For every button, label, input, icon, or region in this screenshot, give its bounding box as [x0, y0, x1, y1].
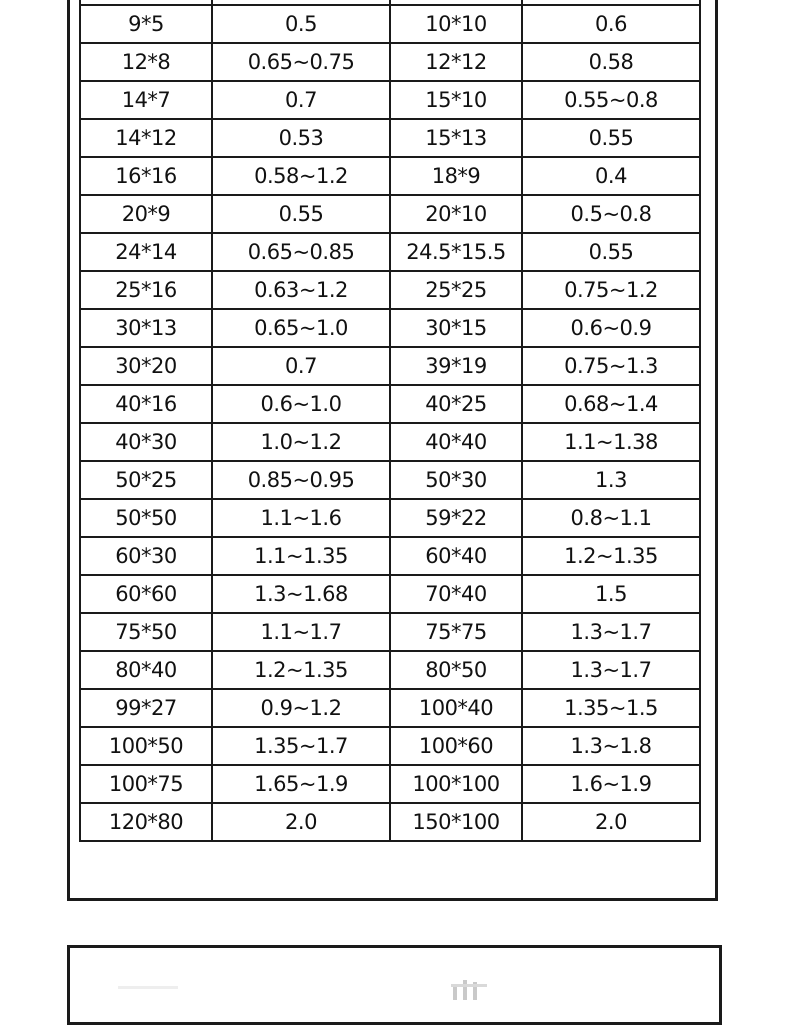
table-cell-thickness-a: 0.65~0.85 [212, 233, 390, 271]
table-row [80, 613, 700, 651]
table-cell-thickness-a: 1.35~1.7 [212, 727, 390, 765]
table-cell-thickness-b: 0.8~1.1 [522, 499, 700, 537]
table-cell-thickness-a: 0.85~0.95 [212, 461, 390, 499]
table-cell-thickness-a: 0.65~1.0 [212, 309, 390, 347]
table-cell-thickness-b: 1.3 [522, 461, 700, 499]
table-cell-size-a: 9*5 [80, 5, 212, 43]
product-photo-fragment [443, 978, 495, 1000]
table-cell-thickness-a: 0.6~1.0 [212, 385, 390, 423]
table-cell-thickness-a: 0.7 [212, 347, 390, 385]
table-cell-size-a: 25*16 [80, 271, 212, 309]
table-cell-size-a: 50*25 [80, 461, 212, 499]
table-cell-size-b: 50*30 [390, 461, 522, 499]
next-section-frame [67, 945, 722, 1025]
size-thickness-table [79, 0, 701, 842]
table-cell-size-b: 100*100 [390, 765, 522, 803]
table-row [80, 651, 700, 689]
table-row [80, 689, 700, 727]
table-cell-size-b: 150*100 [390, 803, 522, 841]
table-cell-thickness-a: 0.63~1.2 [212, 271, 390, 309]
table-cell-thickness-b: 1.6~1.9 [522, 765, 700, 803]
table-cell-size-b: 70*40 [390, 575, 522, 613]
table-cell-thickness-b: 1.2~1.35 [522, 537, 700, 575]
table-cell-size-b: 100*40 [390, 689, 522, 727]
table-cell-thickness-b: 0.4 [522, 157, 700, 195]
table-row [80, 727, 700, 765]
table-row [80, 309, 700, 347]
table-cell-thickness-a: 1.65~1.9 [212, 765, 390, 803]
table-cell-thickness-b: 0.55 [522, 119, 700, 157]
table-cell-size-b: 20*10 [390, 195, 522, 233]
table-cell-thickness-a: 1.2~1.35 [212, 651, 390, 689]
table-cell-size-a: 16*16 [80, 157, 212, 195]
table-cell-size-b: 30*15 [390, 309, 522, 347]
table-cell-thickness-a: 1.0~1.2 [212, 423, 390, 461]
table-cell-size-b: 40*25 [390, 385, 522, 423]
table-cell-size-b: 10*10 [390, 5, 522, 43]
table-row [80, 81, 700, 119]
table-row [80, 461, 700, 499]
table-cell-thickness-a: 1.1~1.7 [212, 613, 390, 651]
table-row [80, 803, 700, 841]
table-cell-thickness-b: 0.6 [522, 5, 700, 43]
table-cell-size-a: 50*50 [80, 499, 212, 537]
table-row [80, 5, 700, 43]
table-cell-thickness-b: 1.5 [522, 575, 700, 613]
table-cell-size-b: 100*60 [390, 727, 522, 765]
table-row [80, 157, 700, 195]
table-cell-size-a: 14*12 [80, 119, 212, 157]
table-cell-size-a: 75*50 [80, 613, 212, 651]
table-cell-size-a: 30*13 [80, 309, 212, 347]
table-row [80, 499, 700, 537]
table-cell-size-b: 24.5*15.5 [390, 233, 522, 271]
table-cell-thickness-b: 0.58 [522, 43, 700, 81]
table-row [80, 43, 700, 81]
table-cell-thickness-a: 1.1~1.35 [212, 537, 390, 575]
table-cell-thickness-b: 0.6~0.9 [522, 309, 700, 347]
table-cell-size-a: 120*80 [80, 803, 212, 841]
table-cell-size-b: 12*12 [390, 43, 522, 81]
table-cell-size-a: 24*14 [80, 233, 212, 271]
table-cell-thickness-a: 0.65~0.75 [212, 43, 390, 81]
table-row [80, 233, 700, 271]
table-cell-thickness-b: 1.1~1.38 [522, 423, 700, 461]
table-cell-size-b: 75*75 [390, 613, 522, 651]
table-cell-thickness-a: 0.5 [212, 5, 390, 43]
table-cell-size-a: 30*20 [80, 347, 212, 385]
table-cell-size-b: 15*10 [390, 81, 522, 119]
table-cell-size-b: 40*40 [390, 423, 522, 461]
table-cell-thickness-a: 0.53 [212, 119, 390, 157]
table-cell-thickness-b: 0.75~1.2 [522, 271, 700, 309]
table-cell-size-b: 39*19 [390, 347, 522, 385]
table-row [80, 537, 700, 575]
table-cell-size-a: 99*27 [80, 689, 212, 727]
faded-image-fragment [118, 986, 178, 989]
table-cell-thickness-a: 1.1~1.6 [212, 499, 390, 537]
table-cell-thickness-b: 0.75~1.3 [522, 347, 700, 385]
table-cell-thickness-a: 1.3~1.68 [212, 575, 390, 613]
table-cell-thickness-a: 0.55 [212, 195, 390, 233]
table-row [80, 575, 700, 613]
table-cell-thickness-b: 2.0 [522, 803, 700, 841]
table-cell-thickness-a: 0.58~1.2 [212, 157, 390, 195]
table-cell-size-a: 100*50 [80, 727, 212, 765]
table-cell-thickness-a: 0.7 [212, 81, 390, 119]
table-row [80, 195, 700, 233]
table-cell-thickness-b: 0.5~0.8 [522, 195, 700, 233]
table-cell-size-a: 40*30 [80, 423, 212, 461]
table-body [80, 0, 700, 841]
table-row [80, 119, 700, 157]
table-cell-size-b: 18*9 [390, 157, 522, 195]
table-cell-thickness-b: 0.55 [522, 233, 700, 271]
table-cell-thickness-a: 2.0 [212, 803, 390, 841]
table-row [80, 765, 700, 803]
table-cell-size-b: 15*13 [390, 119, 522, 157]
table-cell-size-a: 80*40 [80, 651, 212, 689]
table-cell-size-b: 59*22 [390, 499, 522, 537]
table-cell-size-a: 40*16 [80, 385, 212, 423]
table-cell-size-b: 80*50 [390, 651, 522, 689]
table-cell-size-a: 12*8 [80, 43, 212, 81]
table-cell-thickness-b: 1.3~1.8 [522, 727, 700, 765]
table-row [80, 385, 700, 423]
table-cell-thickness-b: 0.55~0.8 [522, 81, 700, 119]
table-cell-thickness-b: 1.3~1.7 [522, 651, 700, 689]
table-row [80, 423, 700, 461]
table-cell-thickness-a: 0.9~1.2 [212, 689, 390, 727]
table-cell-thickness-b: 1.3~1.7 [522, 613, 700, 651]
table-row [80, 271, 700, 309]
table-cell-size-b: 60*40 [390, 537, 522, 575]
table-row [80, 347, 700, 385]
table-cell-size-a: 60*30 [80, 537, 212, 575]
table-cell-size-a: 14*7 [80, 81, 212, 119]
table-cell-thickness-b: 0.68~1.4 [522, 385, 700, 423]
table-cell-size-a: 20*9 [80, 195, 212, 233]
table-cell-size-b: 25*25 [390, 271, 522, 309]
table-cell-size-a: 60*60 [80, 575, 212, 613]
table-cell-thickness-b: 1.35~1.5 [522, 689, 700, 727]
table-cell-size-a: 100*75 [80, 765, 212, 803]
